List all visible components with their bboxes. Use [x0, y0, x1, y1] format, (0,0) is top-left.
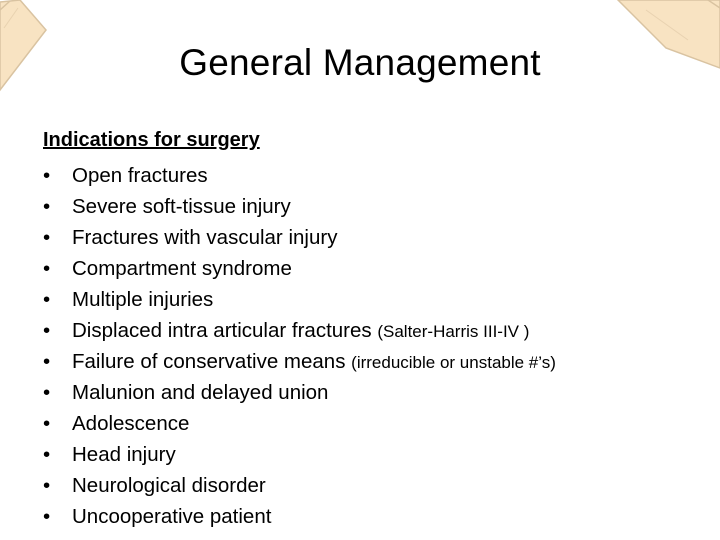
- bullet-icon: •: [43, 288, 51, 311]
- bullet-icon: •: [43, 319, 51, 342]
- list-item: [43, 377, 556, 408]
- list-item-text: Neurological disorder: [72, 474, 266, 497]
- indications-list: [43, 160, 556, 532]
- list-item: [43, 160, 556, 191]
- list-item: [43, 501, 556, 532]
- bullet-icon: •: [43, 164, 51, 187]
- bullet-icon: •: [43, 412, 51, 435]
- list-item-text: Failure of conservative means: [72, 350, 352, 373]
- list-item: [43, 315, 556, 346]
- list-item: [43, 408, 556, 439]
- bullet-icon: •: [43, 195, 51, 218]
- list-item-text: Open fractures: [72, 164, 208, 187]
- list-item-text: Multiple injuries: [72, 288, 214, 311]
- list-item: [43, 222, 556, 253]
- bullet-icon: •: [43, 226, 51, 249]
- bullet-icon: •: [43, 381, 51, 404]
- bullet-icon: •: [43, 257, 51, 280]
- bullet-icon: •: [43, 505, 51, 528]
- list-item: [43, 191, 556, 222]
- list-item: [43, 253, 556, 284]
- bullet-icon: •: [43, 474, 51, 497]
- list-item-note: (Salter-Harris III-IV ): [377, 322, 530, 341]
- list-item-text: Adolescence: [72, 412, 190, 435]
- slide-title: General Management: [179, 42, 541, 83]
- section-heading: Indications for surgery: [43, 129, 260, 151]
- list-item-text: Severe soft-tissue injury: [72, 195, 291, 218]
- list-item-text: Malunion and delayed union: [72, 381, 329, 404]
- list-item-text: Fractures with vascular injury: [72, 226, 338, 249]
- list-item-note: (irreducible or unstable #’s): [351, 353, 556, 372]
- list-item: [43, 439, 556, 470]
- list-item-text: Head injury: [72, 443, 176, 466]
- list-item: [43, 470, 556, 501]
- list-item: [43, 284, 556, 315]
- list-item-text: Compartment syndrome: [72, 257, 292, 280]
- bullet-icon: •: [43, 443, 51, 466]
- list-item-text: Displaced intra articular fractures: [72, 319, 378, 342]
- list-item: [43, 346, 556, 377]
- list-item-text: Uncooperative patient: [72, 505, 272, 528]
- bullet-icon: •: [43, 350, 51, 373]
